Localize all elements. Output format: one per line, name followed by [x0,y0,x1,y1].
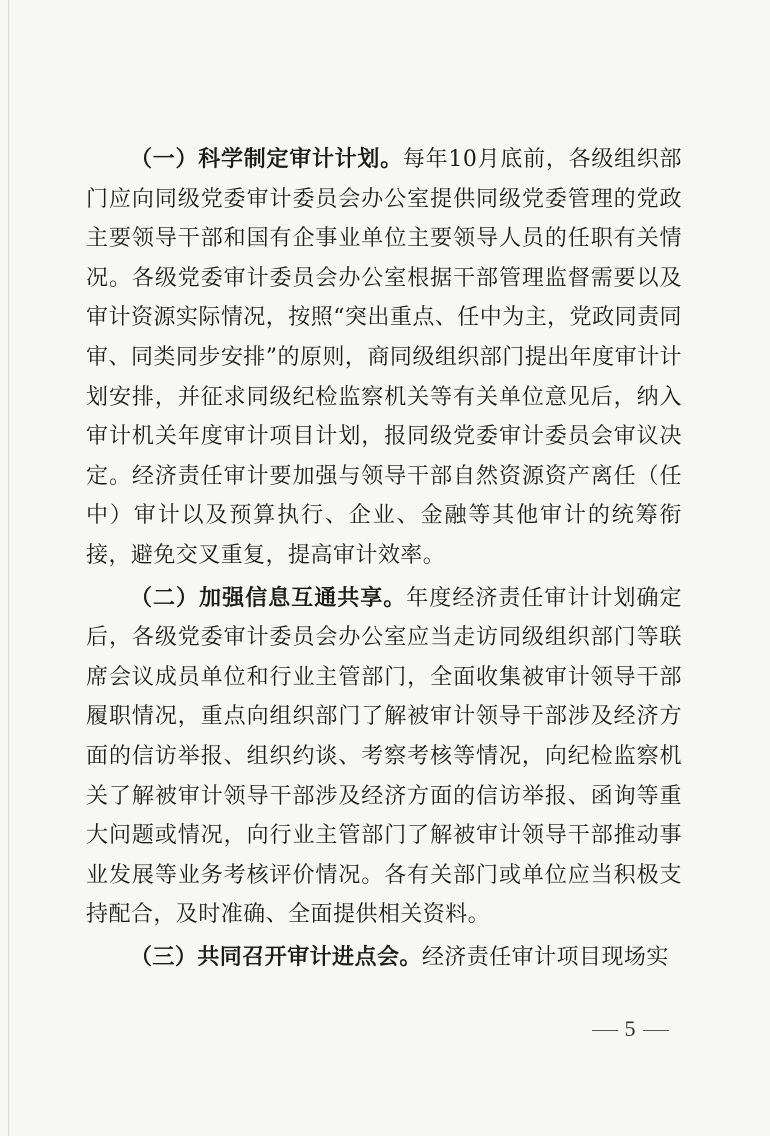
paragraph-entry-meeting [86,938,682,978]
section-heading: （三）共同召开审计进点会。 [130,944,422,970]
document-body [86,140,682,977]
paragraph-info-sharing [86,579,682,935]
page-number-dash-right [643,1030,669,1031]
page-edge-line [8,0,9,1136]
paragraph-plan [86,140,682,576]
page-number-value: 5 [624,1016,636,1041]
paragraph-text: 经济责任审计项目现场实 [421,944,669,970]
page-number-dash-left [592,1030,618,1031]
page-number [575,1016,685,1042]
paragraph-text: 年度经济责任审计计划确定后，各级党委审计委员会办公室应当走访同级组织部门等联席会议成员单位和行业主管部门，全面收集被审计领导干部履职情况，重点向组织部门了解被审计领导干部涉及经济方面的信访举报、组织约谈、考察考核等情况，向纪检监察机关了解被审计领导干部涉及经济方面的信访举报、函询等重大问题或情况，向行业主管部门了解被审计领导干部推动事业发展等业务考核评价情况。各有关部门或单位应当积极支持配合，及时准确、全面提供相关资料。 [86,585,682,928]
section-heading: （二）加强信息互通共享。 [130,585,407,611]
paragraph-text: 每年10月底前，各级组织部门应向同级党委审计委员会办公室提供同级党委管理的党政主要领导干部和国有企事业单位主要领导人员的任职有关情况。各级党委审计委员会办公室根据干部管理监督需要以及审计资源实际情况，按照“突出重点、任中为主，党政同责同审、同类同步安排”的原则，商同级组织部门提出年度审计计划安排，并征求同级纪检监察机关等有关单位意见后，纳入审计机关年度审计项目计划，报同级党委审计委员会审议决定。经济责任审计要加强与领导干部自然资源资产离任（任中）审计以及预算执行、企业、金融等其他审计的统筹衔接，避免交叉重复，提高审计效率。 [86,147,682,568]
section-heading: （一）科学制定审计计划。 [130,147,403,172]
